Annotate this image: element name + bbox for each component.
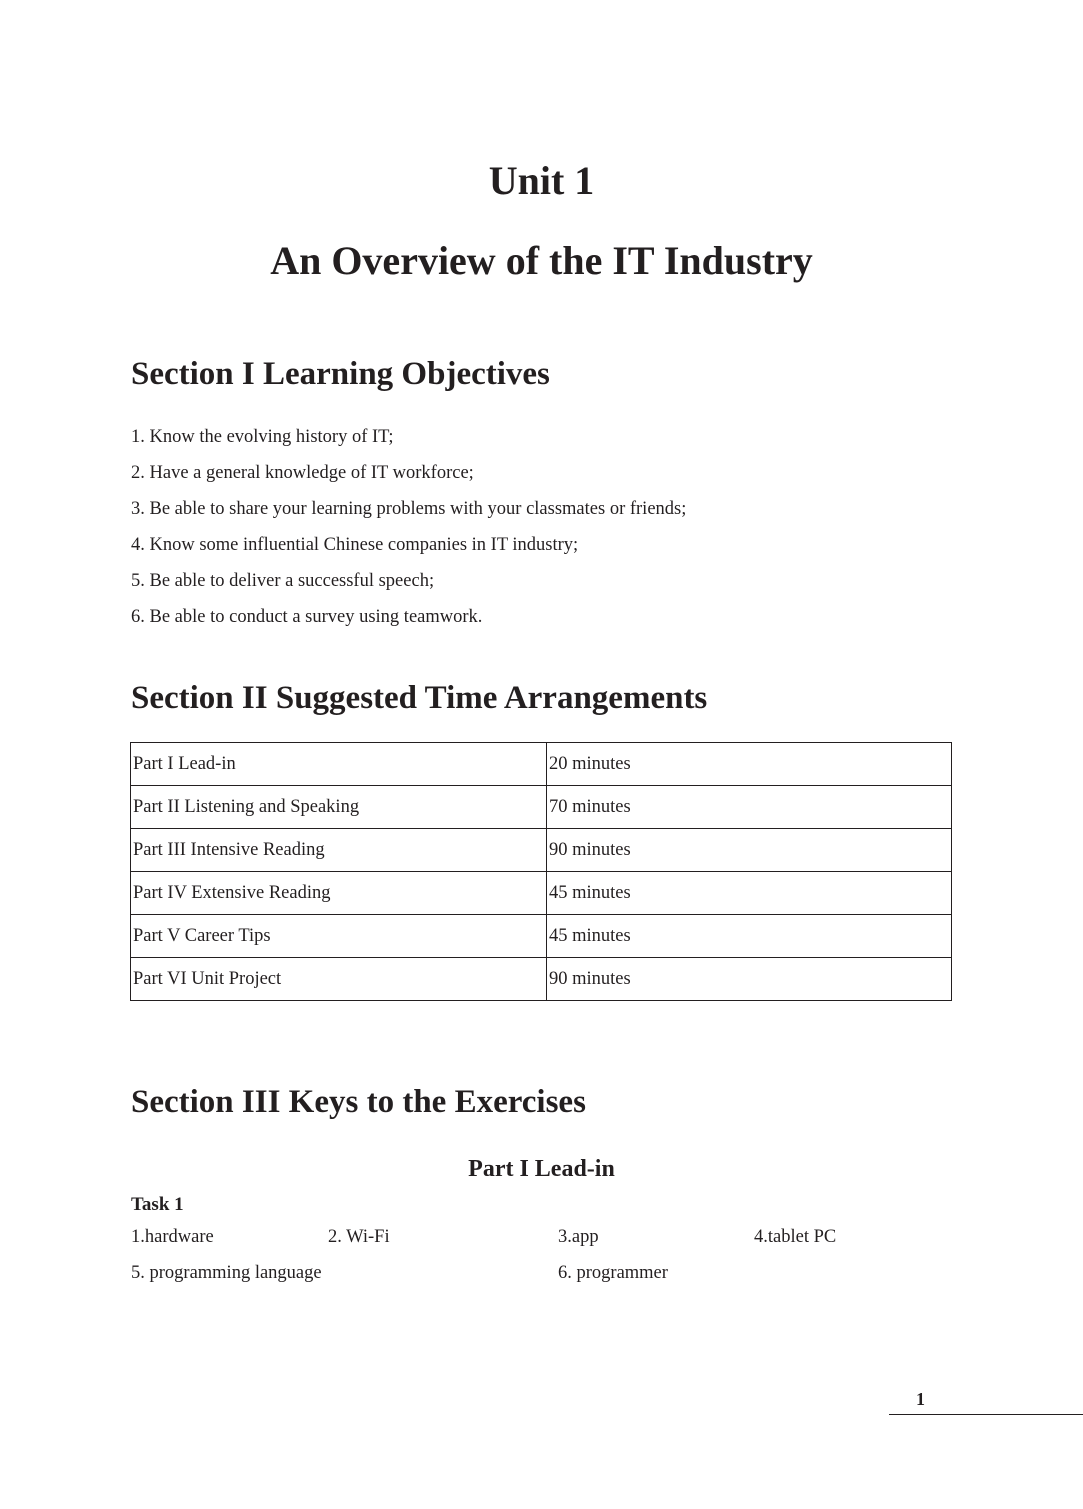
answer-item: 6. programmer [558, 1263, 668, 1283]
learning-objectives-list [131, 425, 686, 641]
part-cell: Part I Lead-in [131, 743, 547, 786]
table-row [131, 743, 952, 786]
answer-item: 4.tablet PC [754, 1227, 837, 1247]
objective-item: 3. Be able to share your learning problems with your classmates or friends; [131, 499, 687, 519]
table-row [131, 958, 952, 1001]
unit-title: Unit 1 [488, 158, 595, 203]
time-cell: 45 minutes [547, 915, 952, 958]
answer-item: 5. programming language [131, 1263, 322, 1283]
objective-item: 1. Know the evolving history of IT; [131, 427, 394, 447]
objective-item: 6. Be able to conduct a survey using teamwork. [131, 607, 483, 627]
unit-subtitle: An Overview of the IT Industry [270, 238, 813, 283]
time-arrangement-table [130, 742, 952, 1001]
part-cell: Part III Intensive Reading [131, 829, 547, 872]
table-row [131, 872, 952, 915]
section-heading-learning-objectives: Section I Learning Objectives [131, 356, 550, 392]
objective-item: 5. Be able to deliver a successful speech; [131, 571, 435, 591]
part-heading-lead-in: Part I Lead-in [468, 1156, 615, 1182]
table-row [131, 829, 952, 872]
table-row [131, 915, 952, 958]
time-cell: 20 minutes [547, 743, 952, 786]
answer-item: 2. Wi-Fi [328, 1227, 390, 1247]
page-number: 1 [916, 1389, 925, 1409]
objective-item: 2. Have a general knowledge of IT workforce; [131, 463, 474, 483]
task-label: Task 1 [131, 1194, 184, 1215]
time-cell: 90 minutes [547, 829, 952, 872]
time-cell: 70 minutes [547, 786, 952, 829]
footer-divider [889, 1414, 1083, 1415]
answer-item: 3.app [558, 1227, 599, 1247]
objective-item: 4. Know some influential Chinese companies in IT industry; [131, 535, 579, 555]
part-cell: Part V Career Tips [131, 915, 547, 958]
part-cell: Part IV Extensive Reading [131, 872, 547, 915]
part-cell: Part VI Unit Project [131, 958, 547, 1001]
answer-item: 1.hardware [131, 1227, 214, 1247]
time-cell: 45 minutes [547, 872, 952, 915]
section-heading-keys-to-exercises: Section III Keys to the Exercises [131, 1084, 586, 1120]
table-row [131, 786, 952, 829]
time-cell: 90 minutes [547, 958, 952, 1001]
section-heading-time-arrangements: Section II Suggested Time Arrangements [131, 680, 708, 716]
part-cell: Part II Listening and Speaking [131, 786, 547, 829]
